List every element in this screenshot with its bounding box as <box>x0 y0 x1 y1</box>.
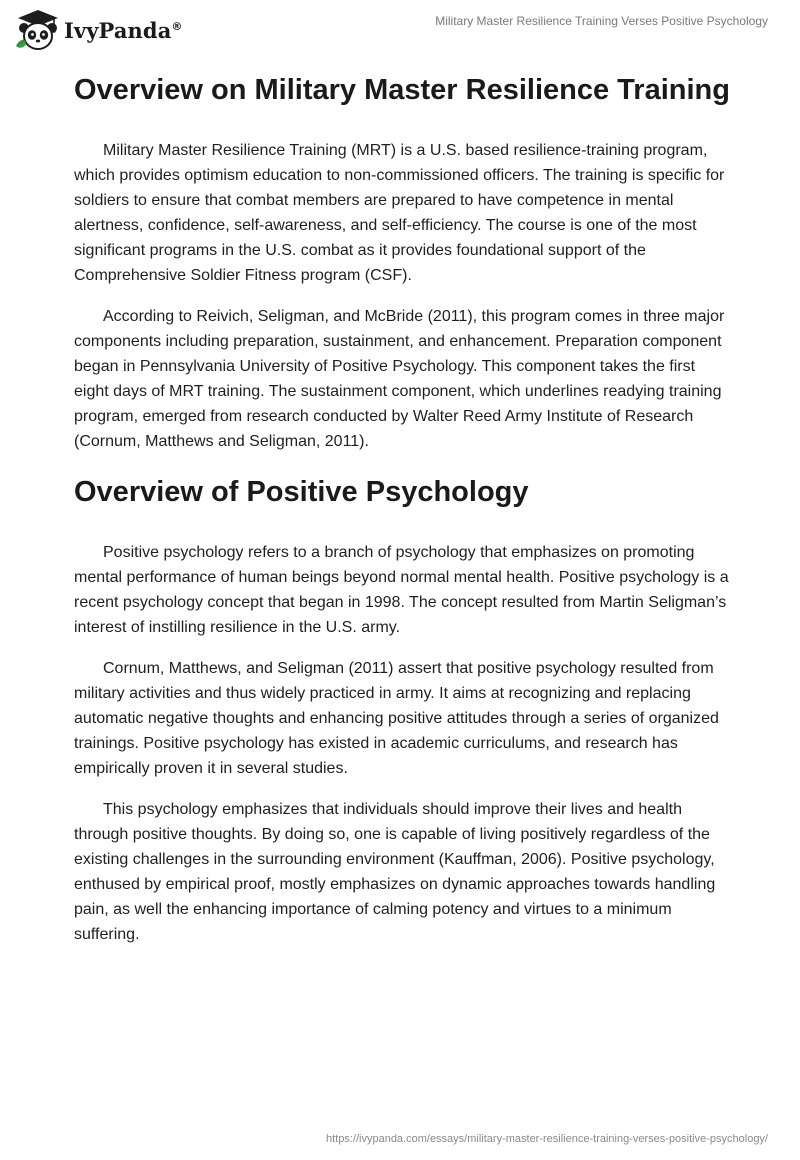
panda-graduate-icon <box>14 8 62 52</box>
paragraph: Cornum, Matthews, and Seligman (2011) assert that positive psychology resulted from military activities and thus widely practiced in army. It aims at recognizing and replacing automatic negative thoughts and enhancing positive attitudes through a series of organized trainings. Positive psychology has existed in academic curriculums, and research has empirically proven it in several studies. <box>74 660 719 777</box>
article-body <box>74 70 734 947</box>
logo-wordmark: IvyPanda® <box>64 17 183 43</box>
page-header <box>0 0 800 60</box>
document-title: Military Master Resilience Training Verses Positive Psychology <box>435 14 768 28</box>
ivypanda-logo[interactable] <box>14 8 183 52</box>
source-url-link[interactable]: https://ivypanda.com/essays/military-master-resilience-training-verses-positive-psychology/ <box>326 1133 768 1145</box>
paragraph: This psychology emphasizes that individuals should improve their lives and health through positive thoughts. By doing so, one is capable of living positively regardless of the existing challenges in the surrounding environment (Kauffman, 2006). Positive psychology, enthused by empirical proof, mostly emphasizes on dynamic approaches towards handling pain, as well the enhancing importance of calming potency and virtues to a minimum suffering. <box>74 801 716 943</box>
section-heading-mrt: Overview on Military Master Resilience Training <box>74 74 730 106</box>
section-heading-positive-psychology: Overview of Positive Psychology <box>74 476 529 508</box>
paragraph: Military Master Resilience Training (MRT) is a U.S. based resilience-training program, which provides optimism education to non-commissioned officers. The training is specific for soldiers to ensure that combat members are prepared to have competence in mental alertness, confidence, self-awareness, and self-efficiency. The course is one of the most significant programs in the U.S. combat as it provides foundational support of the Comprehensive Soldier Fitness program (CSF). <box>74 142 725 284</box>
paragraph: According to Reivich, Seligman, and McBride (2011), this program comes in three major components including preparation, sustainment, and enhancement. Preparation component began in Pennsylvania University of Positive Psychology. This component takes the first eight days of MRT training. The sustainment component, which underlines readying training program, emerged from research conducted by Walter Reed Army Institute of Research (Cornum, Matthews and Seligman, 2011). <box>74 308 725 450</box>
paragraph: Positive psychology refers to a branch of psychology that emphasizes on promoting mental performance of human beings beyond normal mental health. Positive psychology is a recent psychology concept that began in 1998. The concept resulted from Martin Seligman’s interest of instilling resilience in the U.S. army. <box>74 544 729 636</box>
